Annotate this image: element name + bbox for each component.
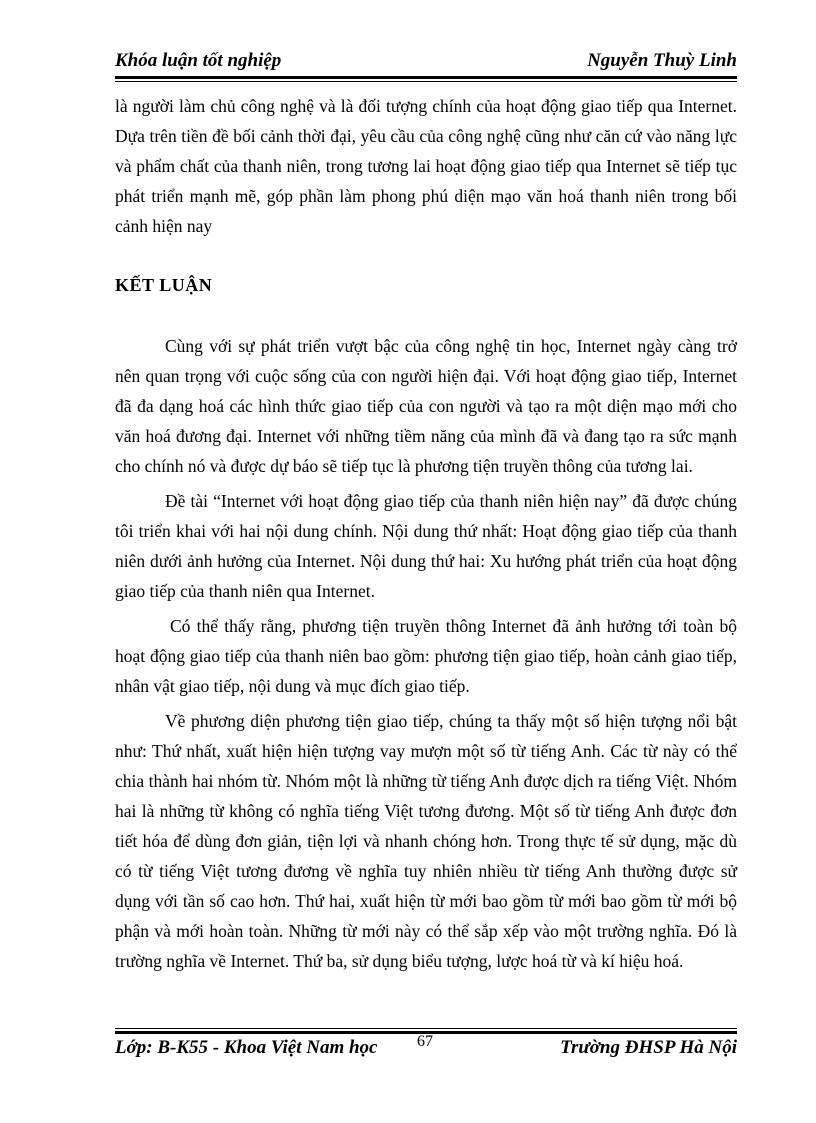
- page-footer: [115, 1033, 737, 1063]
- page-header: [115, 48, 737, 76]
- footer-class-label: Lớp: B-K55 - Khoa Việt Nam học: [115, 1037, 378, 1058]
- paragraph-2: Đề tài “Internet với hoạt động giao tiếp của thanh niên hiện nay” đã được chúng tôi triển khai với hai nội dung chính. Nội dung thứ nhất: Hoạt động giao tiếp của thanh niên dưới ảnh hưởng của Internet. Nội dung thứ hai: Xu hướng phát triển của hoạt động giao tiếp của thanh niên qua Internet.: [115, 491, 737, 601]
- header-rule-thin: [115, 81, 737, 82]
- paragraph-3: Có thể thấy rằng, phương tiện truyền thông Internet đã ảnh hưởng tới toàn bộ hoạt động giao tiếp của thanh niên bao gồm: phương tiện giao tiếp, hoàn cảnh giao tiếp, nhân vật giao tiếp, nội dung và mục đích giao tiếp.: [115, 616, 737, 696]
- footer-rule-thin: [115, 1028, 737, 1029]
- header-rule-thick: [115, 76, 737, 79]
- footer-university-label: Trường ĐHSP Hà Nội: [560, 1037, 737, 1058]
- page-body: [115, 91, 737, 976]
- intro-paragraph: là người làm chủ công nghệ và là đối tượng chính của hoạt động giao tiếp qua Internet. Dựa trên tiền đề bối cảnh thời đại, yêu cầu của công nghệ cũng như căn cứ vào năng lực và phẩm chất của thanh niên, trong tương lai hoạt động giao tiếp qua Internet sẽ tiếp tục phát triển mạnh mẽ, góp phần làm phong phú diện mạo văn hoá thanh niên trong bối cảnh hiện nay: [115, 96, 737, 236]
- section-heading: KẾT LUẬN: [115, 275, 213, 295]
- paragraph-4: Về phương diện phương tiện giao tiếp, chúng ta thấy một số hiện tượng nổi bật như: Thứ nhất, xuất hiện hiện tượng vay mượn một số từ tiếng Anh. Các từ này có thể chia thành hai nhóm từ. Nhóm một là những từ tiếng Anh được dịch ra tiếng Việt. Nhóm hai là những từ không có nghĩa tiếng Việt tương đương. Một số từ tiếng Anh được đơn tiết hóa để dùng đơn giản, tiện lợi và nhanh chóng hơn. Trong thực tế sử dụng, mặc dù có từ tiếng Việt tương đương về nghĩa tuy nhiên nhiều từ tiếng Anh thường được sử dụng với tần số cao hơn. Thứ hai, xuất hiện từ mới bao gồm từ mới bao gồm từ mới bộ phận và mới hoàn toàn. Những từ mới này có thể sắp xếp vào một trường nghĩa. Đó là trường nghĩa về Internet. Thứ ba, sử dụng biểu tượng, lược hoá từ và kí hiệu hoá.: [115, 711, 737, 971]
- header-author-name: Nguyễn Thuỳ Linh: [587, 50, 737, 71]
- header-thesis-label: Khóa luận tốt nghiệp: [115, 50, 282, 71]
- paragraph-1: Cùng với sự phát triển vượt bậc của công nghệ tin học, Internet ngày càng trở nên quan trọng với cuộc sống của con người hiện đại. Với hoạt động giao tiếp, Internet đã đa dạng hoá các hình thức giao tiếp của con người và tạo ra một diện mạo mới cho văn hoá đương đại. Internet với những tiềm năng của mình đã và đang tạo ra sức mạnh cho chính nó và được dự báo sẽ tiếp tục là phương tiện truyền thông của tương lai.: [115, 336, 737, 476]
- page-number: 67: [417, 1033, 433, 1050]
